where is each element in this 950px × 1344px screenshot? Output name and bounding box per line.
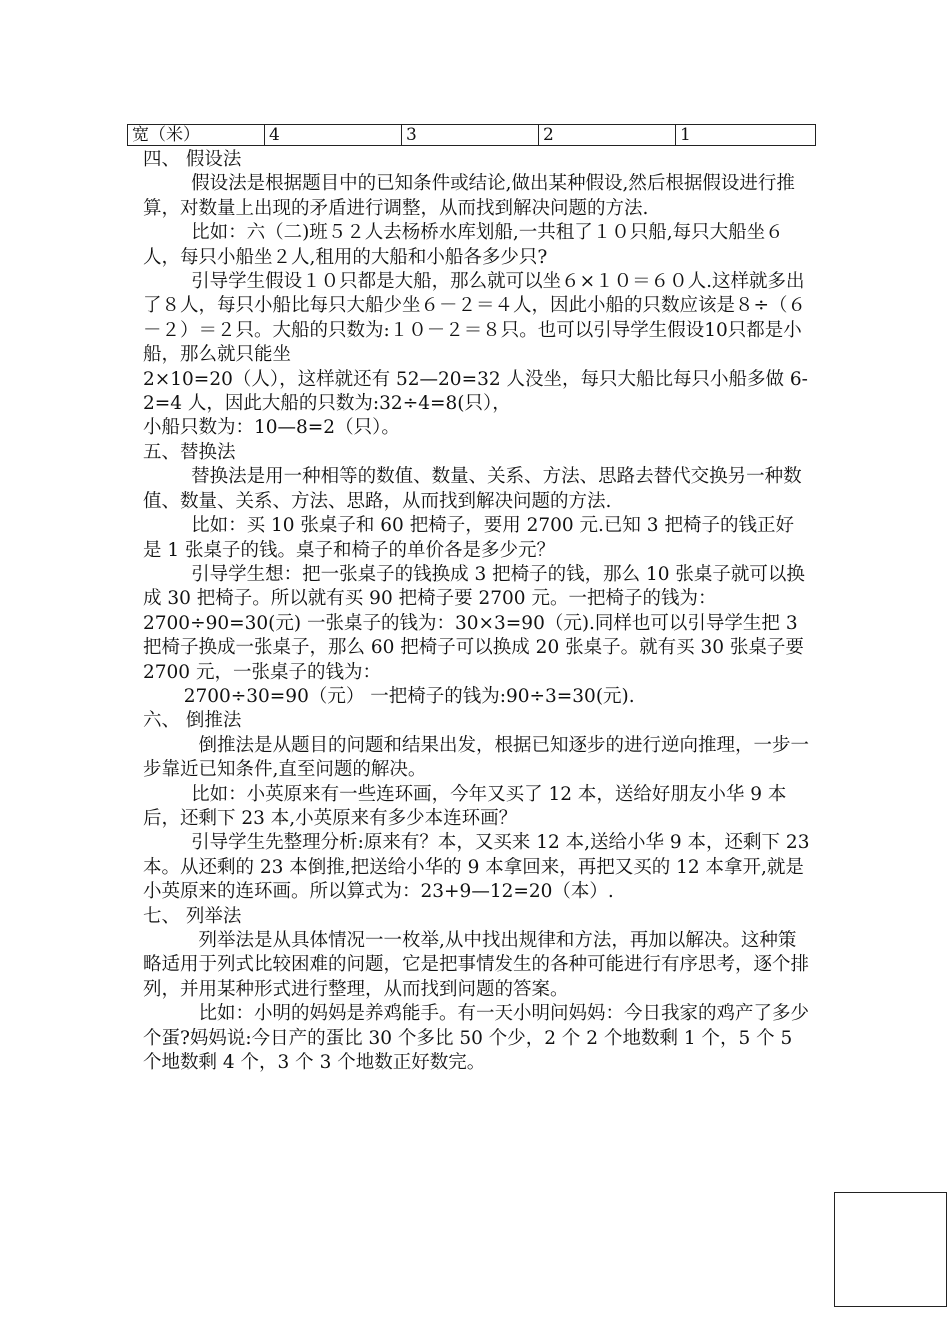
section-guide-result: 小船只数为：10—8=2（只）。 [143, 417, 400, 439]
section-definition: 假设法是根据题目中的已知条件或结论,做出某种假设,然后根据假设进行推算，对数量上出现的矛盾进行调整，从而找到解决问题的方法. [143, 173, 795, 219]
corner-frame [834, 1192, 947, 1307]
section-definition: 倒推法是从题目的问题和结果出发，根据已知逐步的进行逆向推理，一步一步靠近已知条件,直至问题的解决。 [143, 734, 810, 781]
table-cell: 3 [402, 125, 539, 146]
section-example: 比如：买 10 张桌子和 60 把椅子，要用 2700 元.已知 3 把椅子的钱正好是 1 张桌子的钱。桌子和椅子的单价各是多少元？ [143, 515, 794, 561]
table-cell: 4 [265, 125, 402, 146]
section-guide: 引导学生想：把一张桌子的钱换成 3 把椅子的钱，那么 10 张桌子就可以换成 30 把椅子。所以就有买 90 把椅子要 2700 元。一把椅子的钱为：2700÷90=30(元) 一张桌子的钱为：30×3=90（元).同样也可以引导学生把 3 把椅子换成一张桌子，那么 60 把椅子可以换成 20 张桌子。就有买 30 张桌子要 2700 元，一张桌子的钱为： [143, 563, 805, 683]
section-definition: 列举法是从具体情况一一枚举,从中找出规律和方法，再加以解决。这种策略适用于列式比较困难的问题，它是把事情发生的各种可能进行有序思考，逐个排列，并用某种形式进行整理，从而找到问题的答案。 [143, 930, 810, 1000]
document-body [143, 148, 811, 1075]
table-cell: 2 [539, 125, 676, 146]
table-row-header: 宽（米） [128, 125, 265, 146]
table-cell: 1 [676, 125, 816, 146]
section-guide: 引导学生先整理分析:原来有？本，又买来 12 本,送给小华 9 本，还剩下 23 本。从还剩的 23 本倒推,把送给小华的 9 本拿回来，再把又买的 12 本拿开,就是小英原来的连环画。所以算式为：23+9—12=20（本）. [143, 832, 810, 903]
section-heading: 七、 列举法 [143, 905, 242, 927]
section-example: 比如：六（二)班５２人去杨桥水库划船,一共租了１０只船,每只大船坐６人，每只小船坐２人,租用的大船和小船各多少只? [143, 222, 784, 268]
section-heading: 六、 倒推法 [143, 710, 242, 732]
section-heading: 五、替换法 [143, 441, 236, 463]
table-row [128, 125, 816, 146]
section-example: 比如：小明的妈妈是养鸡能手。有一天小明问妈妈：今日我家的鸡产了多少个蛋?妈妈说:今日产的蛋比 30 个多比 50 个少，2 个 2 个地数剩 1 个，5 个 5 个地数剩 4 个，3 个 3 个地数正好数完。 [143, 1003, 810, 1074]
section-guide-continued: 2×10=20（人），这样就还有 52—20=32 人没坐，每只大船比每只小船多做 6-2=4 人，因此大船的只数为:32÷4=8(只）， [143, 368, 808, 415]
width-table [127, 124, 816, 146]
section-example: 比如：小英原来有一些连环画，今年又买了 12 本，送给好朋友小华 9 本后，还剩下 23 本,小英原来有多少本连环画？ [143, 783, 787, 829]
section-guide: 引导学生假设１０只都是大船，那么就可以坐６×１０＝６０人.这样就多出了８人，每只小船比每只大船少坐６－２＝４人，因此小船的只数应该是８÷（６－２）＝２只。大船的只数为:１０－２＝８只。也可以引导学生假设10只都是小船，那么就只能坐 [143, 271, 807, 366]
section-definition: 替换法是用一种相等的数值、数量、关系、方法、思路去替代交换另一种数值、数量、关系、方法、思路，从而找到解决问题的方法. [143, 466, 802, 512]
section-heading: 四、 假设法 [143, 149, 242, 170]
section-guide-continued: 2700÷30=90（元） 一把椅子的钱为:90÷3=30(元). [183, 685, 635, 707]
